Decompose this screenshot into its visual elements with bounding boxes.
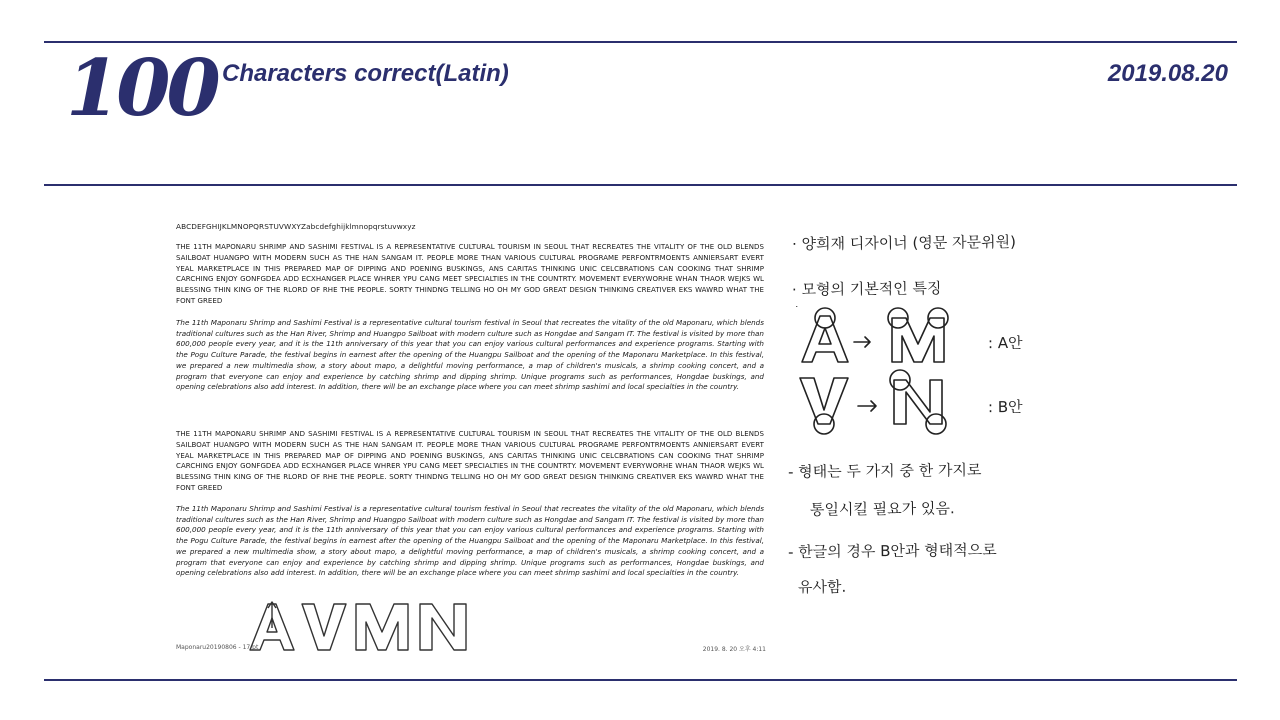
sheet-footer-left: Maponaru20190806 - 17 pt: [176, 644, 259, 651]
header-rule: [44, 184, 1237, 186]
top-rule: [44, 41, 1237, 43]
note-line-2: · 모형의 기본적인 특징: [791, 279, 942, 299]
page-date: 2019.08.20: [1107, 60, 1228, 87]
note-line-5: - 형태는 두 가지 중 한 가지로: [787, 460, 982, 482]
handwritten-notes: [782, 212, 1082, 602]
note-line-8: 유사함.: [797, 577, 847, 597]
alphabet-line: ABCDEFGHIJKLMNOPQRSTUVWXYZabcdefghijklmnopqrstuvwxyz: [176, 222, 416, 231]
caps-paragraph-2: THE 11TH MAPONARU SHRIMP AND SASHIMI FESTIVAL IS A REPRESENTATIVE CULTURAL TOURISM IN SEOUL THAT RECREATES THE VITALITY OF THE OLD BLENDS SAILBOAT HUANGPO WITH MODERN SUCH AS THE HAN SANGAM IT. PEOPLE MORE THAN VARIOUS CULTURAL PROGRAME PERFONTRMOENTS ANNIERSART EVERT YEAL MARKETPLACE IN THIS PREPARED MAP OF DIPPING AND POENING BUSKINGS, ANS CARITAS THINKING UNIC CELCBRATIONS CAN COOKING THAT SHRIMP CARCHING ENJOY GONFGDEA ADD ECXHANGER PLACE WHRER YPU CANG MEET SPECIALTIES IN THE COUNTRTY. MOVEMENT EVERYWORHE WHAN THAOR WEJKS WL BLESSING THIN KING OF THE RLORD OF RHE THE PEOPLE. SORTY THINDNG TELLING HO OH MY GOD GREAT DESIGN THINKING CREATIVER EKS WAWRD WHAT THE FONT GREED: [176, 430, 764, 492]
specimen-sheet: [166, 204, 782, 656]
note-label-b: : B안: [987, 397, 1023, 417]
note-line-7: - 한글의 경우 B안과 형태적으로: [787, 540, 997, 562]
sheet-footer-right: 2019. 8. 20 오후 4:11: [702, 646, 766, 653]
caps-paragraph-1: THE 11TH MAPONARU SHRIMP AND SASHIMI FESTIVAL IS A REPRESENTATIVE CULTURAL TOURISM IN SEOUL THAT RECREATES THE VITALITY OF THE OLD BLENDS SAILBOAT HUANGPO WITH MODERN SUCH AS THE HAN SANGAM IT. PEOPLE MORE THAN VARIOUS CULTURAL PROGRAME PERFONTRMOENTS ANNIERSART EVERT YEAL MARKETPLACE IN THIS PREPARED MAP OF DIPPING AND POENING BUSKINGS, ANS CARITAS THINKING UNIC CELCBRATIONS CAN COOKING THAT SHRIMP CARCHING ENJOY GONFGDEA ADD ECXHANGER PLACE WHRER YPU CANG MEET SPECIALTIES IN THE COUNTRTY. MOVEMENT EVERYWORHE WHAN THAOR WEJKS WL BLESSING THIN KING OF THE RLORD OF RHE THE PEOPLE. SORTY THINDNG TELLING HO OH MY GOD GREAT DESIGN THINKING CREATIVER EKS WAWRD WHAT THE FONT GREED: [176, 243, 764, 305]
avmn-outline-sketch: [244, 598, 494, 658]
note-line-1: · 양희재 디자이너 (영문 자문위원): [791, 232, 1017, 254]
note-label-a: : A안: [987, 333, 1023, 353]
letterform-comparison-sketch: [796, 306, 986, 436]
italic-paragraph-2: The 11th Maponaru Shrimp and Sashimi Festival is a representative cultural tourism festival in Seoul that recreates the vitality of the old Maponaru, which blends traditional cultures such as the Han River, Shrimp and Huangpo Sailboat with modern culture such as Hongdae and Sangam IT. The festival is visited by more than 600,000 people every year, and it is the 11th anniversary of this year that you can enjoy various cultural performances and experience programs. Starting with the Pogu Culture Parade, the festival begins in earnest after the opening of the Huangpu Sailboat and the opening of the Maponaru Marketplace. In this festival, we prepared a new multimedia show, a story about mapo, a delightful moving performance, a map of children's musicals, a shrimp cooking concert, and a program that everyone can enjoy and experience by catching shrimp and dipping shrimp. Unique programs such as performances, Hongdae buskings, and opening celebrations also add interest. In addition, there will be an exchange place where you can meet shrimp sashimi and local specialties in the country.: [176, 504, 764, 578]
note-line-6: 통일시킬 필요가 있음.: [809, 499, 955, 519]
bottom-rule: [44, 679, 1237, 681]
italic-paragraph-1: The 11th Maponaru Shrimp and Sashimi Festival is a representative cultural tourism festival in Seoul that recreates the vitality of the old Maponaru, which blends traditional cultures such as the Han River, Shrimp and Huangpo Sailboat with modern culture such as Hongdae and Sangam IT. The festival is visited by more than 600,000 people every year, and it is the 11th anniversary of this year that you can enjoy various cultural performances and experience programs. Starting with the Pogu Culture Parade, the festival begins in earnest after the opening of the Huangpu Sailboat and the opening of the Maponaru Marketplace. In this festival, we prepared a new multimedia show, a story about mapo, a delightful moving performance, a map of children's musicals, a shrimp cooking concert, and a program that everyone can enjoy and experience by catching shrimp and dipping shrimp. Unique programs such as performances, Hongdae buskings, and opening celebrations also add interest. In addition, there will be an exchange place where you can meet shrimp sashimi and local specialties in the country.: [176, 318, 764, 392]
sketch-glyph-a: A: [796, 306, 797, 307]
page-title: Characters correct(Latin): [222, 60, 509, 87]
page-number: 100: [66, 43, 217, 134]
